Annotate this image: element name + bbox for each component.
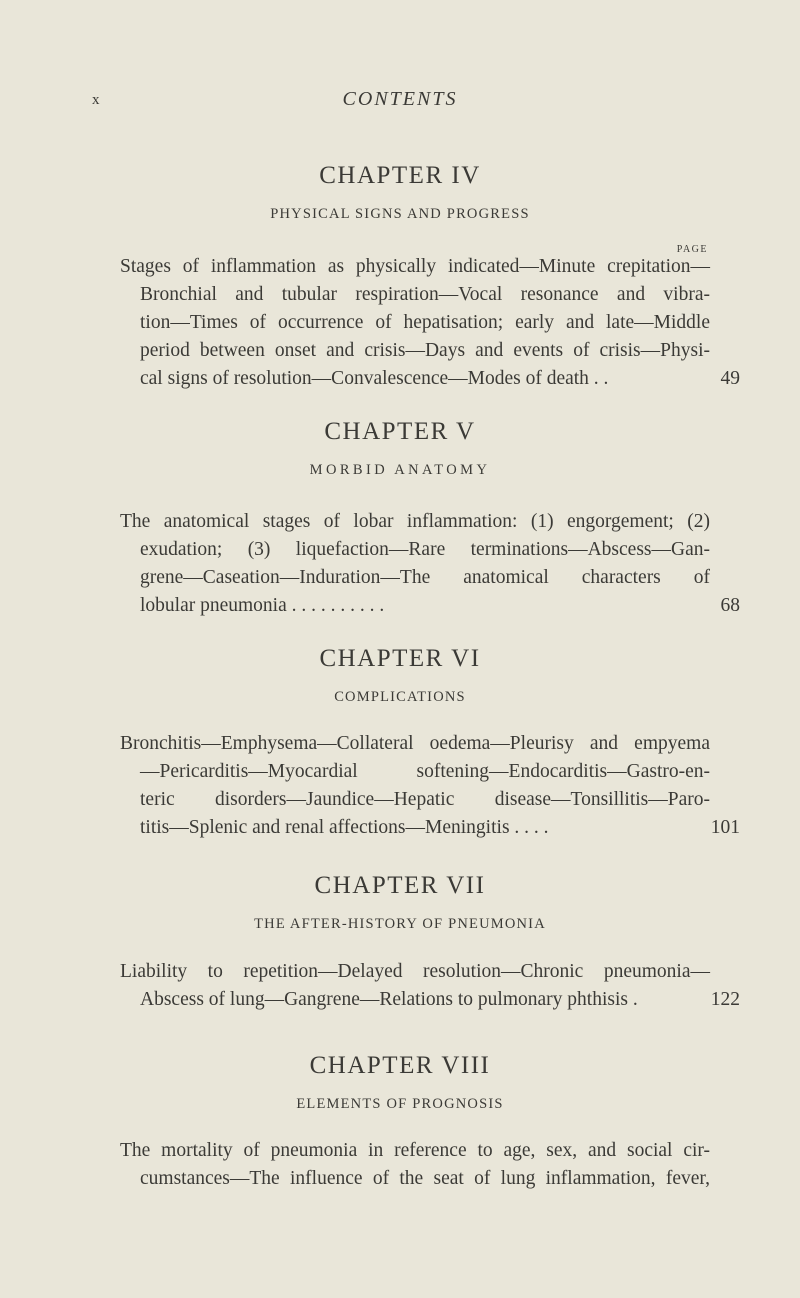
entry-line: The mortality of pneumonia in reference to age, sex, and social cir- bbox=[120, 1140, 710, 1161]
entry-page-number: 101 bbox=[710, 817, 740, 838]
entry-line bbox=[120, 592, 740, 620]
entry-line bbox=[120, 814, 740, 842]
chapter-vii-entry bbox=[120, 958, 740, 1014]
entry-page-number: 122 bbox=[710, 989, 740, 1010]
running-title: CONTENTS bbox=[342, 88, 458, 110]
chapter-subtitle: PHYSICAL SIGNS AND PROGRESS bbox=[270, 206, 530, 222]
entry-line: tion—Times of occurrence of hepatisation; early and late—Middle bbox=[140, 312, 710, 333]
chapter-subtitle: COMPLICATIONS bbox=[334, 689, 466, 705]
entry-line: Bronchitis—Emphysema—Collateral oedema—Pleurisy and empyema bbox=[120, 733, 710, 754]
entry-line: —Pericarditis—Myocardial softening—Endocarditis—Gastro-en- bbox=[140, 761, 710, 782]
entry-line: grene—Caseation—Induration—The anatomical characters of bbox=[140, 567, 710, 588]
chapter-vi-heading bbox=[0, 645, 800, 706]
chapter-viii-entry bbox=[120, 1137, 710, 1193]
entry-page-number: 49 bbox=[720, 368, 740, 389]
entry-line: Stages of inflammation as physically indicated—Minute crepitation— bbox=[120, 256, 710, 277]
entry-page-number: 68 bbox=[720, 595, 740, 616]
chapter-v-heading bbox=[0, 418, 800, 479]
chapter-iv-entry bbox=[120, 253, 740, 393]
entry-line bbox=[120, 365, 740, 393]
entry-line bbox=[120, 986, 740, 1014]
chapter-title: CHAPTER V bbox=[324, 418, 476, 445]
running-head bbox=[0, 88, 800, 118]
entry-line-text: Abscess of lung—Gangrene—Relations to pulmonary phthisis . bbox=[140, 989, 638, 1010]
page-column-label: PAGE bbox=[676, 244, 708, 255]
entry-line-text: titis—Splenic and renal affections—Meningitis . . . . bbox=[140, 817, 549, 838]
chapter-vi-entry bbox=[120, 730, 740, 842]
entry-line: The anatomical stages of lobar inflammation: (1) engorgement; (2) bbox=[120, 511, 710, 532]
page-number: x bbox=[92, 92, 101, 108]
chapter-title: CHAPTER VIII bbox=[309, 1052, 491, 1079]
entry-line: exudation; (3) liquefaction—Rare terminations—Abscess—Gan- bbox=[140, 539, 710, 560]
entry-line-text: cal signs of resolution—Convalescence—Modes of death . . bbox=[140, 368, 609, 389]
chapter-vii-heading bbox=[0, 872, 800, 933]
entry-line: cumstances—The influence of the seat of lung inflammation, fever, bbox=[140, 1168, 710, 1189]
chapter-subtitle: THE AFTER-HISTORY OF PNEUMONIA bbox=[254, 916, 546, 932]
entry-line: period between onset and crisis—Days and events of crisis—Physi- bbox=[140, 340, 710, 361]
chapter-iv-heading bbox=[0, 162, 800, 223]
entry-line: Liability to repetition—Delayed resolution—Chronic pneumonia— bbox=[120, 961, 710, 982]
chapter-title: CHAPTER VII bbox=[314, 872, 486, 899]
entry-line-text: lobular pneumonia . . . . . . . . . . bbox=[140, 595, 385, 616]
chapter-subtitle: MORBID ANATOMY bbox=[309, 462, 491, 478]
chapter-viii-heading bbox=[0, 1052, 800, 1113]
chapter-v-entry bbox=[120, 508, 740, 620]
entry-line: teric disorders—Jaundice—Hepatic disease—Tonsillitis—Paro- bbox=[140, 789, 710, 810]
chapter-title: CHAPTER VI bbox=[319, 645, 481, 672]
chapter-title: CHAPTER IV bbox=[319, 162, 481, 189]
entry-line: Bronchial and tubular respiration—Vocal resonance and vibra- bbox=[140, 284, 710, 305]
chapter-subtitle: ELEMENTS OF PROGNOSIS bbox=[296, 1096, 504, 1112]
